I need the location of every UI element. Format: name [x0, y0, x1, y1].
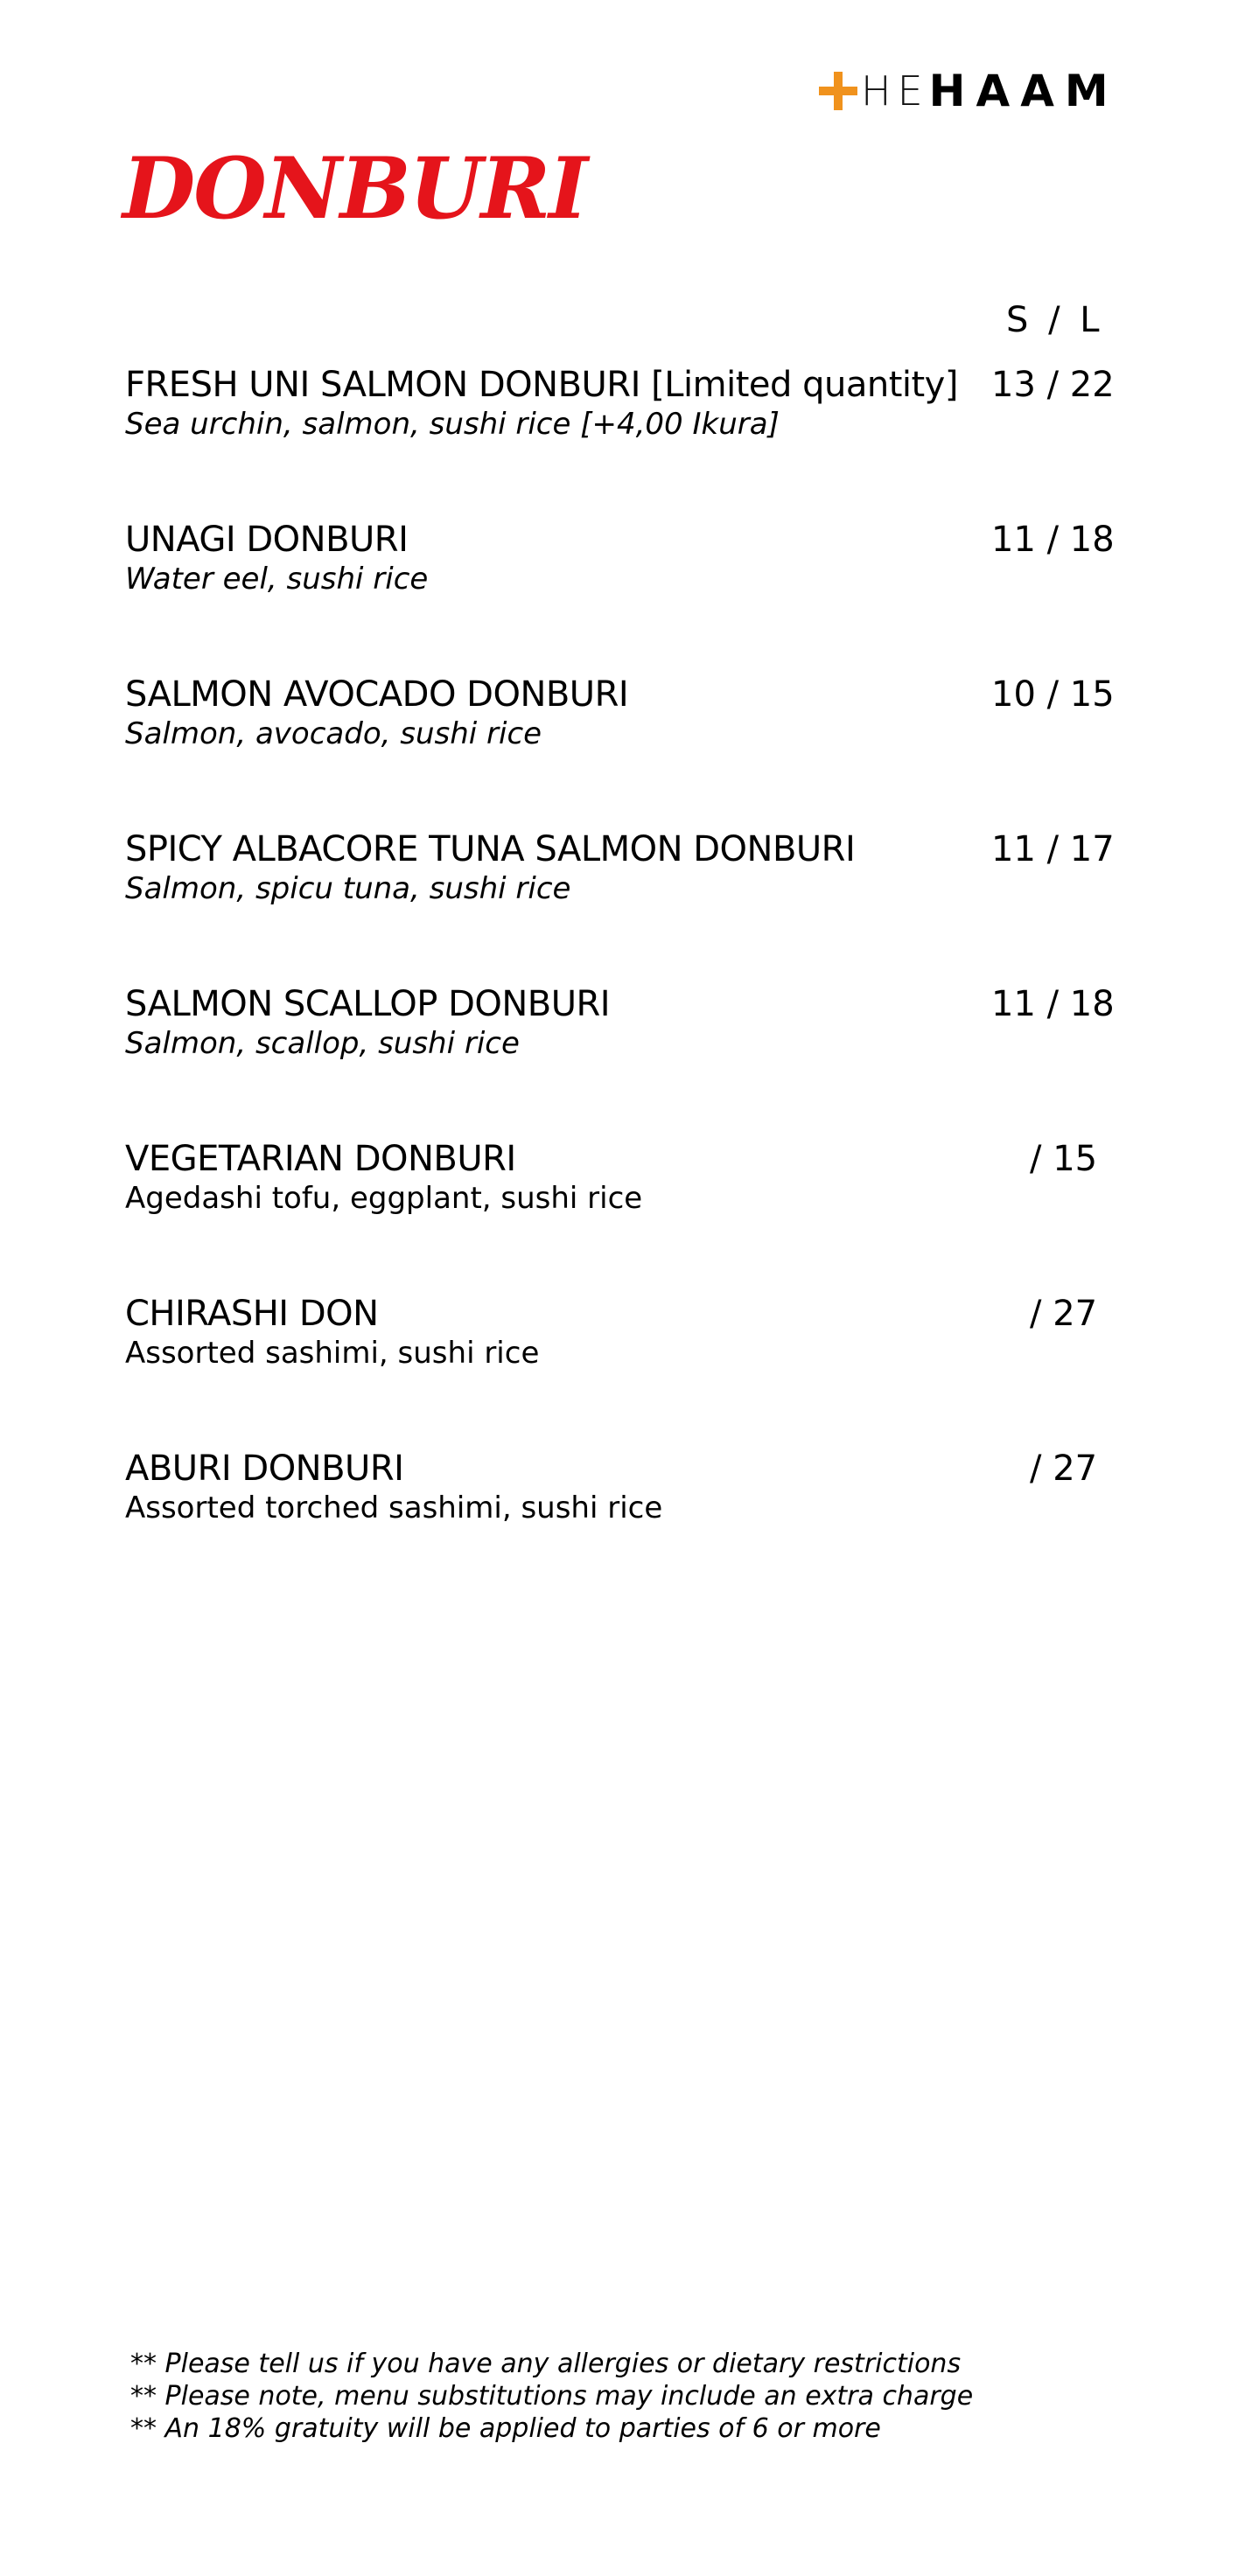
item-price: 10 / 15 — [991, 674, 1115, 715]
item-name: SALMON AVOCADO DONBURI — [125, 674, 629, 715]
menu-item — [125, 827, 1123, 981]
size-header: S / L — [1006, 300, 1100, 340]
item-description: Water eel, sushi rice — [125, 562, 429, 597]
item-name: SPICY ALBACORE TUNA SALMON DONBURI — [125, 829, 856, 869]
item-description: Assorted torched sashimi, sushi rice — [125, 1490, 663, 1525]
allergy-note: ** Please tell us if you have any allergies or dietary restrictions — [130, 2349, 962, 2379]
item-description: Sea urchin, salmon, sushi rice [+4,00 Ikura] — [125, 407, 780, 442]
plus-icon-vertical — [834, 72, 843, 110]
item-name: VEGETARIAN DONBURI — [125, 1139, 516, 1179]
menu-item — [125, 981, 1123, 1136]
item-description: Agedashi tofu, eggplant, sushi rice — [125, 1181, 643, 1216]
item-price: 11 / 17 — [991, 829, 1115, 869]
item-name: SALMON SCALLOP DONBURI — [125, 984, 611, 1024]
menu-item — [125, 1446, 1123, 1601]
item-name: UNAGI DONBURI — [125, 520, 409, 560]
page-title: DONBURI — [122, 139, 587, 238]
plus-icon — [819, 72, 857, 110]
item-price: 13 / 22 — [991, 365, 1115, 405]
menu-item — [125, 1291, 1123, 1446]
menu-item — [125, 672, 1123, 827]
item-price: / 27 — [1030, 1294, 1098, 1334]
item-description: Assorted sashimi, sushi rice — [125, 1336, 540, 1371]
item-description: Salmon, scallop, sushi rice — [125, 1026, 520, 1061]
brand-logo — [819, 66, 1119, 115]
item-price: 11 / 18 — [991, 984, 1115, 1024]
item-name: FRESH UNI SALMON DONBURI [Limited quantity] — [125, 365, 958, 405]
menu-item — [125, 517, 1123, 672]
item-price: / 27 — [1030, 1449, 1098, 1489]
item-name: ABURI DONBURI — [125, 1449, 404, 1489]
brand-haam: HAAM — [928, 66, 1119, 116]
item-description: Salmon, avocado, sushi rice — [125, 716, 542, 751]
menu-item — [125, 362, 1123, 517]
brand-the: HE — [861, 67, 929, 115]
item-price: / 15 — [1030, 1139, 1098, 1179]
item-name: CHIRASHI DON — [125, 1294, 379, 1334]
item-price: 11 / 18 — [991, 520, 1115, 560]
substitution-note: ** Please note, menu substitutions may include an extra charge — [130, 2381, 974, 2412]
item-description: Salmon, spicu tuna, sushi rice — [125, 871, 571, 906]
menu-item — [125, 1136, 1123, 1291]
gratuity-note: ** An 18% gratuity will be applied to parties of 6 or more — [130, 2413, 881, 2444]
footer-notes — [130, 2348, 973, 2445]
menu-list — [125, 362, 1123, 1601]
